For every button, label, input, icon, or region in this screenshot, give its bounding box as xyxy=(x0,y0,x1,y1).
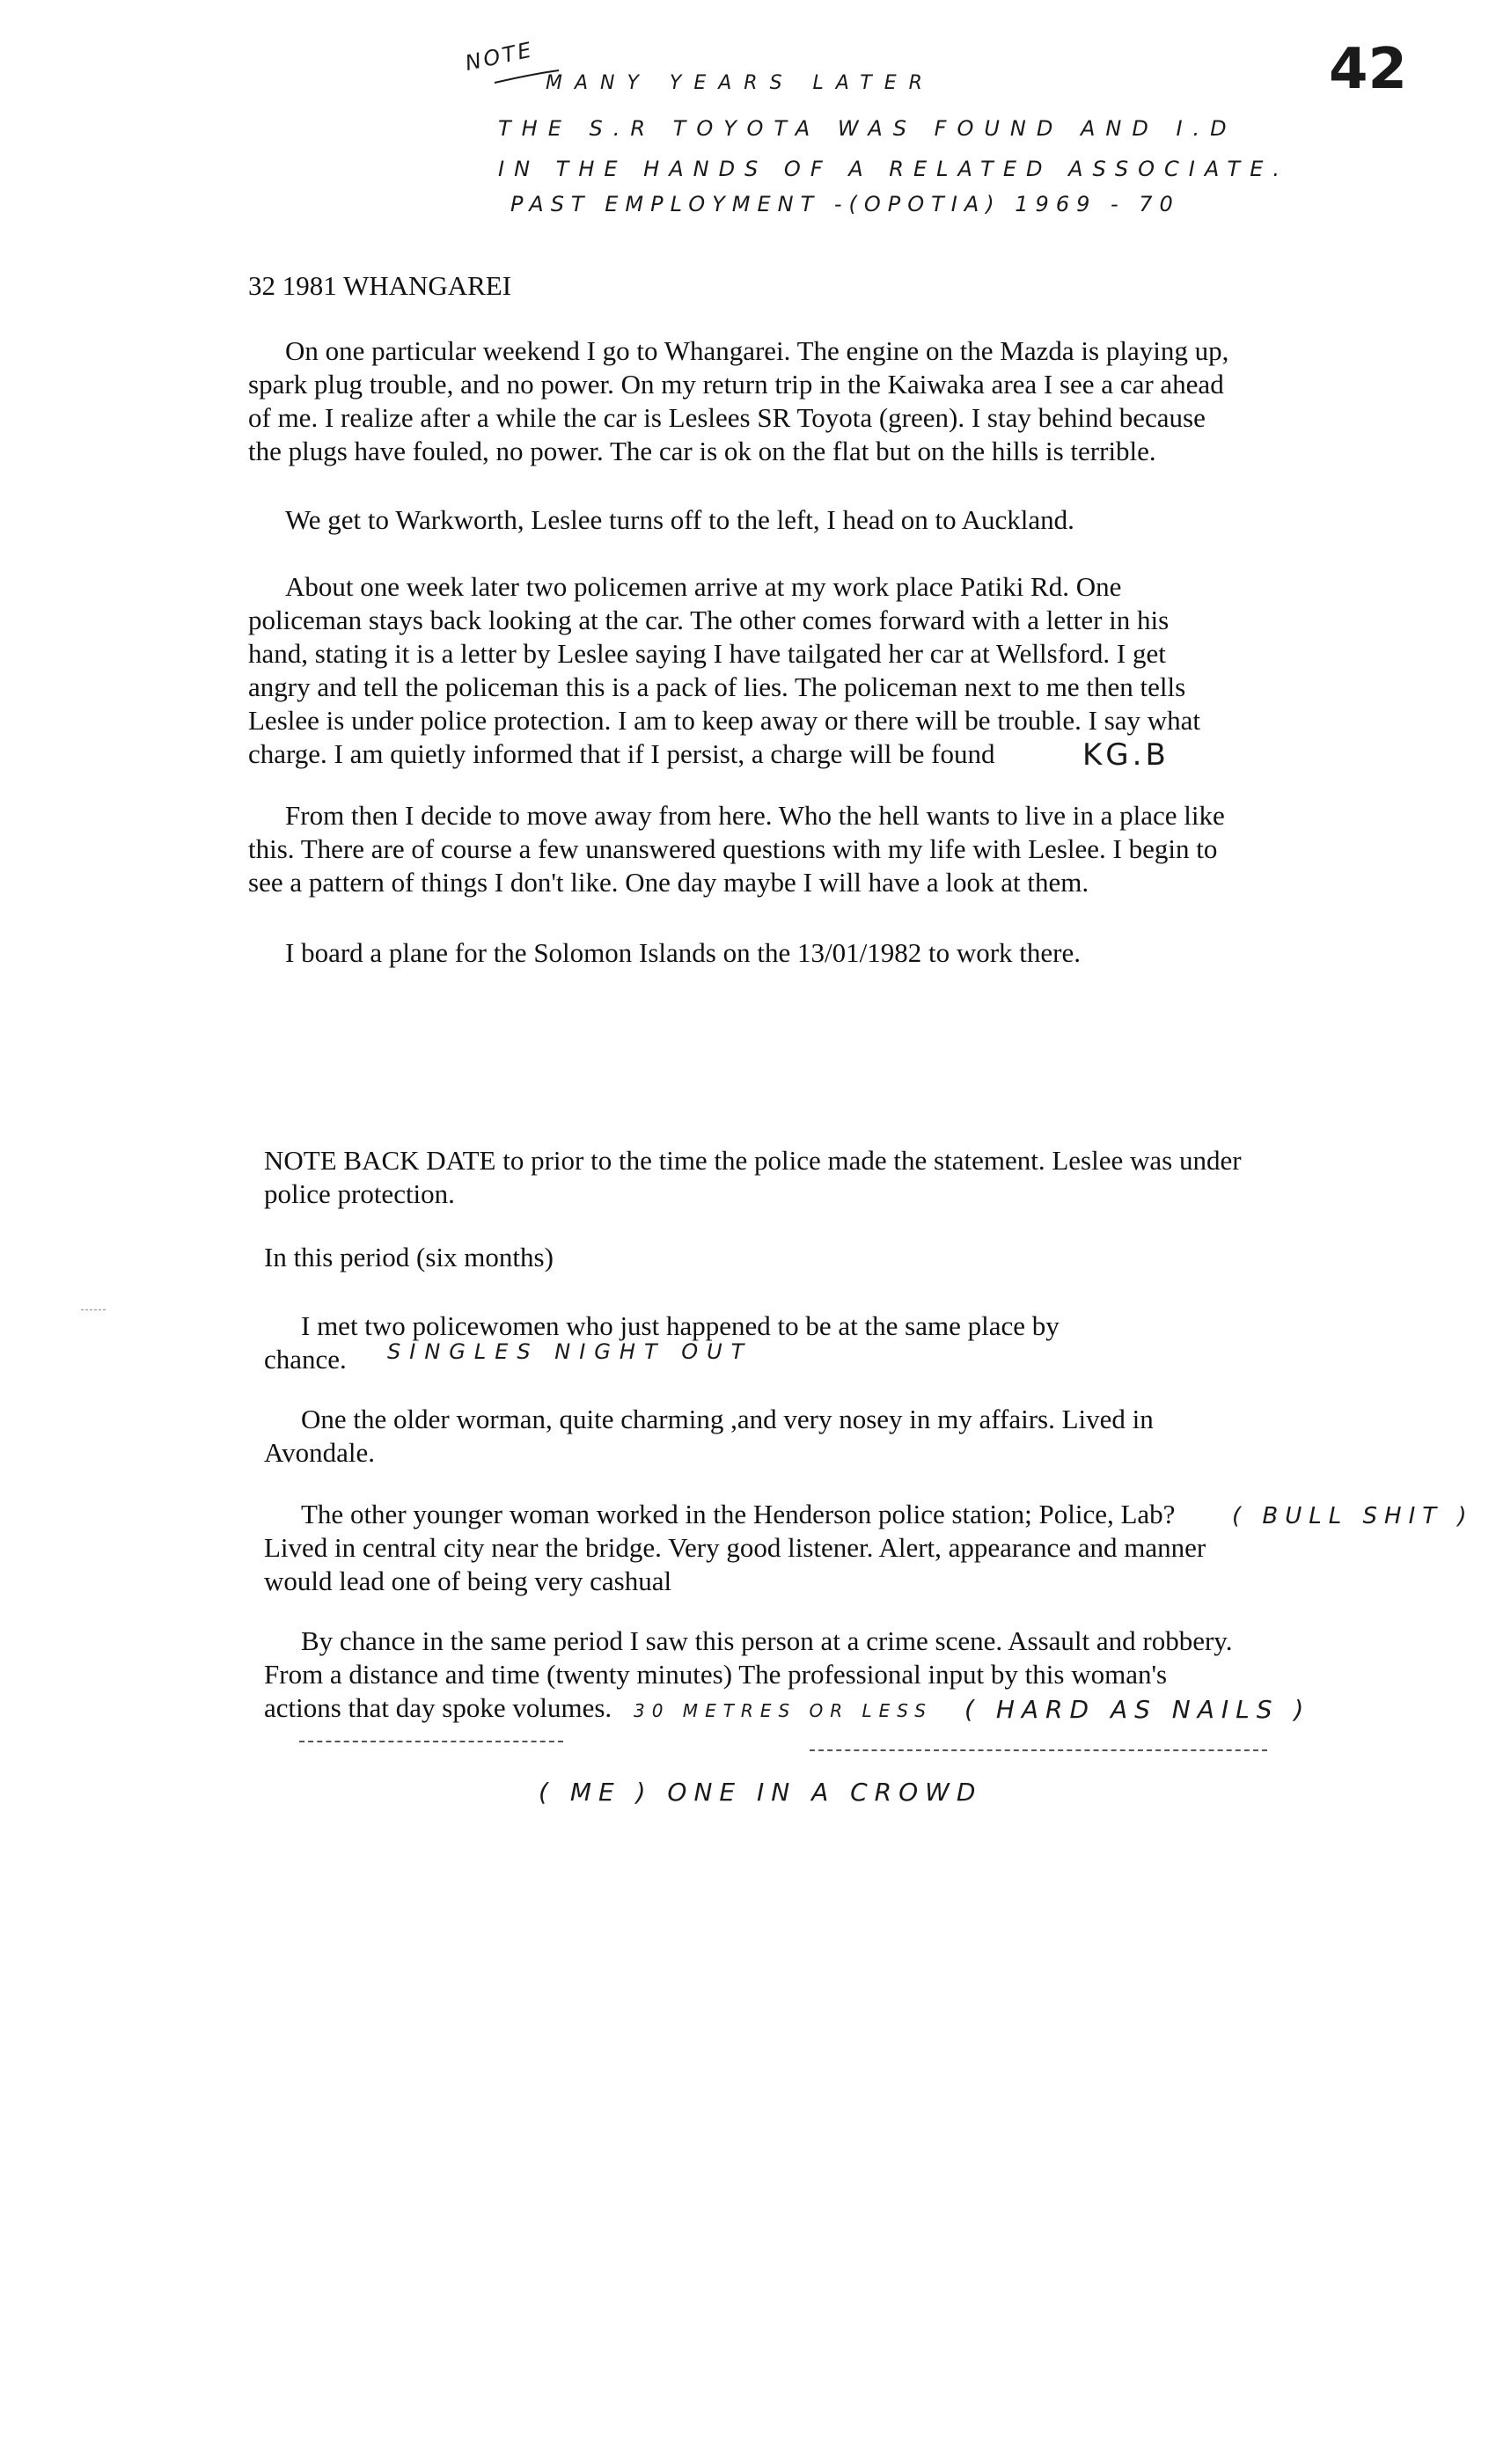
note-line-3: IN THE HANDS OF A RELATED ASSOCIATE. xyxy=(498,157,1289,181)
p9-line-2: Avondale. xyxy=(264,1437,375,1468)
p1-line-2: spark plug trouble, and no power. On my return trip in the Kaiwaka area I see a car ahead xyxy=(248,369,1224,400)
handwritten-metres: 30 METRES OR LESS xyxy=(634,1700,933,1721)
paragraph-5 xyxy=(248,936,1081,970)
note-line-1: MANY YEARS LATER xyxy=(546,72,935,94)
p6-line-2: police protection. xyxy=(264,1178,455,1209)
p4-line-3: see a pattern of things I don't like. One day maybe I will have a look at them. xyxy=(248,867,1089,898)
note-label: NOTE xyxy=(463,37,536,76)
p11-line-3: actions that day spoke volumes. xyxy=(264,1692,612,1723)
p10-line-2: Lived in central city near the bridge. Very good listener. Alert, appearance and manner xyxy=(264,1532,1206,1563)
p3-line-3: hand, stating it is a letter by Leslee saying I have tailgated her car at Wellsford. I get xyxy=(248,638,1166,669)
paragraph-7 xyxy=(264,1241,554,1274)
page-number: 42 xyxy=(1329,37,1408,102)
p3-line-2: policeman stays back looking at the car. The other comes forward with a letter in his xyxy=(248,605,1170,635)
paragraph-3 xyxy=(248,570,1200,771)
p2-line-1: We get to Warkworth, Leslee turns off to the left, I head on to Auckland. xyxy=(285,504,1074,535)
p8-line-1: I met two policewomen who just happened to be at the same place by xyxy=(301,1310,1060,1341)
p8-line-2: chance. xyxy=(264,1344,347,1375)
p11-line-1: By chance in the same period I saw this person at a crime scene. Assault and robbery. xyxy=(301,1625,1233,1656)
paragraph-4 xyxy=(248,799,1225,899)
p3-line-6: charge. I am quietly informed that if I persist, a charge will be found xyxy=(248,738,995,769)
p9-line-1: One the older worman, quite charming ,and very nosey in my affairs. Lived in xyxy=(301,1404,1154,1434)
scan-mark xyxy=(81,1309,106,1310)
paragraph-10 xyxy=(264,1498,1206,1598)
paragraph-6 xyxy=(264,1144,1242,1211)
dashed-stroke-left xyxy=(299,1741,563,1742)
handwritten-singles: SINGLES NIGHT OUT xyxy=(387,1339,753,1364)
p10-line-3: would lead one of being very cashual xyxy=(264,1566,672,1596)
p11-line-2: From a distance and time (twenty minutes) The professional input by this woman's xyxy=(264,1659,1168,1690)
p5-line-1: I board a plane for the Solomon Islands on the 13/01/1982 to work there. xyxy=(285,937,1081,968)
handwritten-nails: ( HARD AS NAILS ) xyxy=(964,1695,1311,1724)
paragraph-9 xyxy=(264,1403,1154,1470)
dashed-stroke-right xyxy=(810,1749,1267,1751)
p1-line-4: the plugs have fouled, no power. The car is ok on the flat but on the hills is terrible. xyxy=(248,436,1156,466)
p4-line-2: this. There are of course a few unanswered questions with my life with Leslee. I begin to xyxy=(248,833,1218,864)
p4-line-1: From then I decide to move away from here. Who the hell wants to live in a place like xyxy=(285,800,1225,831)
p7-line-1: In this period (six months) xyxy=(264,1242,554,1272)
handwritten-kgb: KG.B xyxy=(1082,737,1170,773)
p10-line-1: The other younger woman worked in the Henderson police station; Police, Lab? xyxy=(301,1499,1176,1529)
section-heading: 32 1981 WHANGAREI xyxy=(248,270,512,301)
p3-line-5: Leslee is under police protection. I am to keep away or there will be trouble. I say what xyxy=(248,705,1201,736)
p1-line-1: On one particular weekend I go to Whangarei. The engine on the Mazda is playing up, xyxy=(285,335,1229,366)
p6-line-1: NOTE BACK DATE to prior to the time the police made the statement. Leslee was under xyxy=(264,1145,1242,1176)
handwritten-bull: ( BULL SHIT ) xyxy=(1232,1503,1474,1529)
paragraph-2 xyxy=(248,503,1074,537)
p1-line-3: of me. I realize after a while the car is Leslees SR Toyota (green). I stay behind because xyxy=(248,402,1206,433)
p3-line-1: About one week later two policemen arrive at my work place Patiki Rd. One xyxy=(285,571,1122,602)
note-line-2: THE S.R TOYOTA WAS FOUND AND I.D xyxy=(498,116,1237,141)
handwritten-crowd: ( ME ) ONE IN A CROWD xyxy=(539,1778,983,1807)
paragraph-1 xyxy=(248,334,1228,468)
note-line-4: PAST EMPLOYMENT -(OPOTIA) 1969 - 70 xyxy=(510,192,1180,216)
p3-line-4: angry and tell the policeman this is a pack of lies. The policeman next to me then tells xyxy=(248,671,1186,702)
